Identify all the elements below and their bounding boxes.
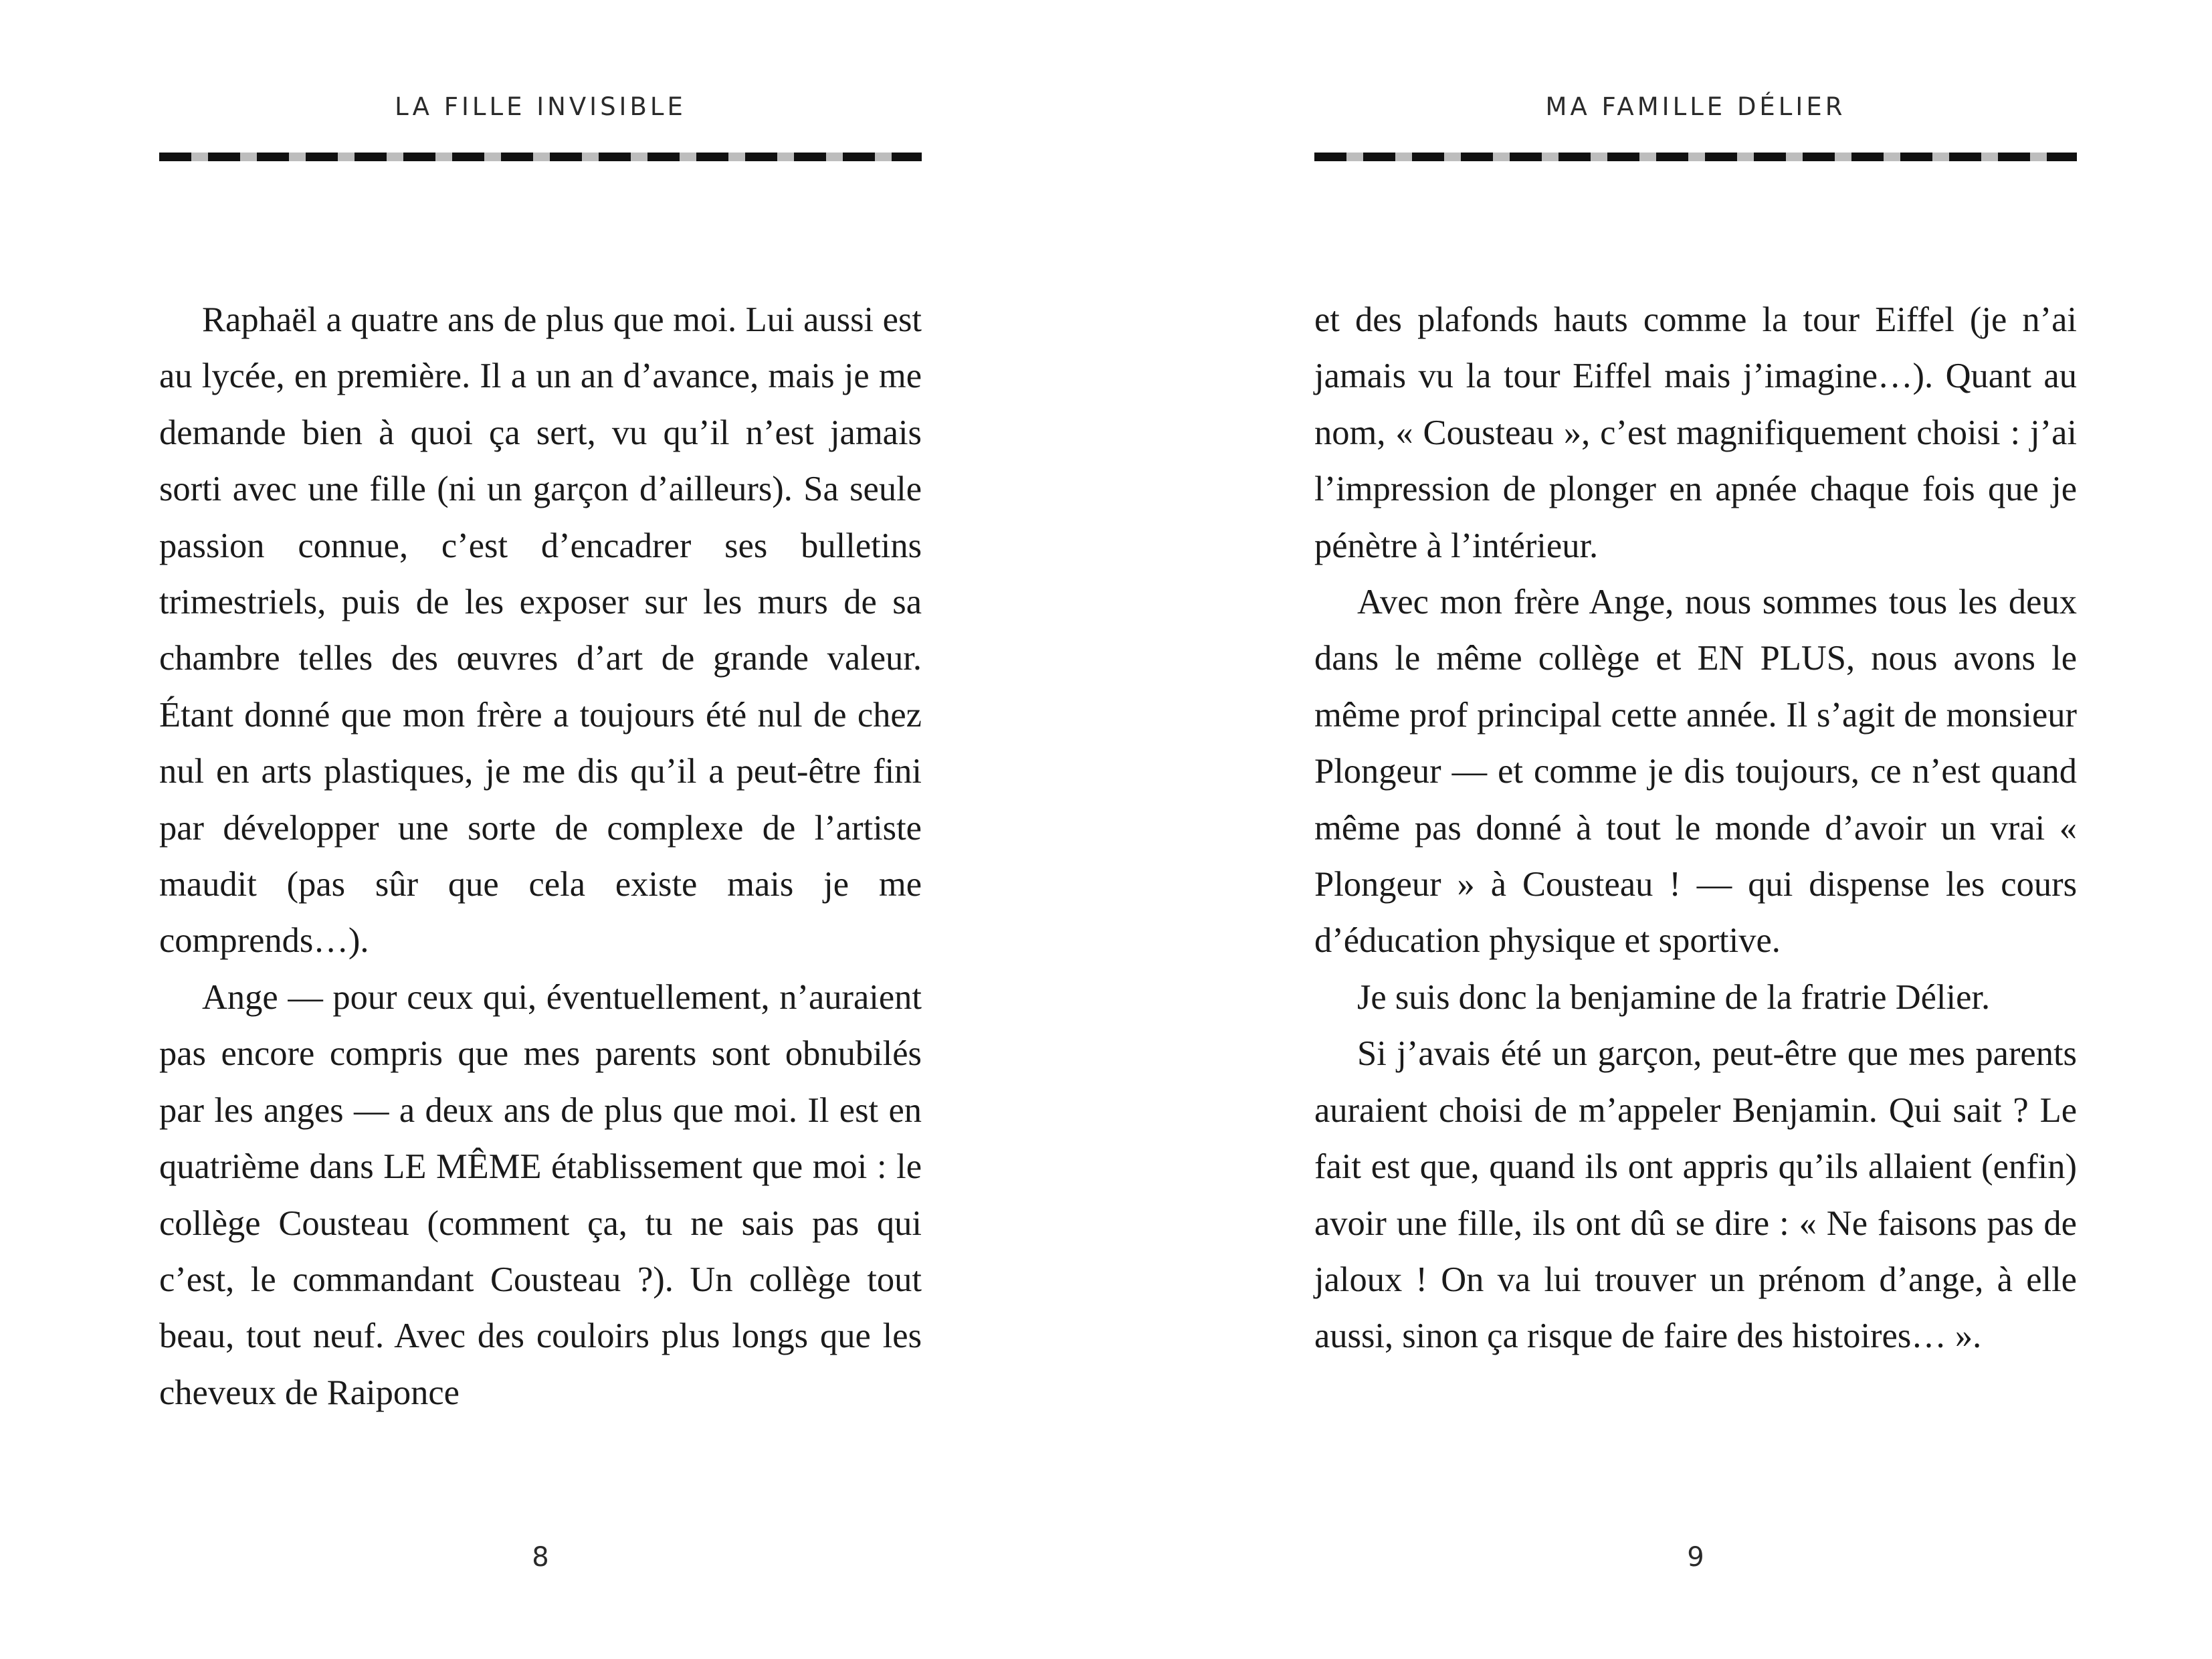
paragraph: Je suis donc la benjamine de la fratrie Délier.: [1357, 977, 1991, 1017]
dashed-rule-left: [159, 153, 922, 161]
paragraph: Si j’avais été un garçon, peut-être que mes parents auraient choisi de m’appeler Benjamin. Qui sait ? Le fait est que, quand ils ont appris qu’ils allaient (enfin) avoir une fille, ils ont dû se dire : « Ne faisons pas de jaloux ! On va lui trouver un prénom d’ange, à elle aussi, sinon ça risque de faire des histoires… ».: [1314, 1034, 2077, 1356]
paragraph: et des plafonds hauts comme la tour Eiffel (je n’ai jamais vu la tour Eiffel mais j’imagine…). Quant au nom, « Cousteau », c’est magnifiquement choisi : j’ai l’impression de plonger en apnée chaque fois que je pénètre à l’intérieur.: [1314, 300, 2077, 565]
body-text-left: [159, 292, 922, 1421]
paragraph: Raphaël a quatre ans de plus que moi. Lui aussi est au lycée, en première. Il a un an d’avance, mais je me demande bien à quoi ça sert, vu qu’il n’est jamais sorti avec une fille (ni un garçon d’ailleurs). Sa seule passion connue, c’est d’encadrer ses bulletins trimestriels, puis de les exposer sur les murs de sa chambre telles des œuvres d’art de grande valeur. Étant donné que mon frère a toujours été nul de chez nul en arts plastiques, je me dis qu’il a peut-être fini par développer une sorte de complexe de l’artiste maudit (pas sûr que cela existe mais je me comprends…).: [159, 300, 922, 961]
dashed-rule-right: [1314, 153, 2077, 161]
left-page: [159, 0, 922, 1659]
body-text-right: [1314, 292, 2077, 1365]
right-page: [1314, 0, 2077, 1659]
paragraph: Avec mon frère Ange, nous sommes tous les deux dans le même collège et EN PLUS, nous avons le même prof principal cette année. Il s’agit de monsieur Plongeur — et comme je dis toujours, ce n’est quand même pas donné à tout le monde d’avoir un vrai « Plongeur » à Cousteau ! — qui dispense les cours d’éducation physique et sportive.: [1314, 583, 2077, 961]
page-number-right: 9: [1687, 1542, 1704, 1573]
running-head-left: LA FILLE INVISIBLE: [395, 92, 686, 121]
running-head-right: MA FAMILLE DÉLIER: [1545, 92, 1846, 121]
paragraph: Ange — pour ceux qui, éventuellement, n’auraient pas encore compris que mes parents sont obnubilés par les anges — a deux ans de plus que moi. Il est en quatrième dans LE MÊME établissement que moi : le collège Cousteau (comment ça, tu ne sais pas qui c’est, le commandant Cousteau ?). Un collège tout beau, tout neuf. Avec des couloirs plus longs que les cheveux de Raiponce: [159, 977, 922, 1412]
page-number-left: 8: [532, 1542, 549, 1573]
